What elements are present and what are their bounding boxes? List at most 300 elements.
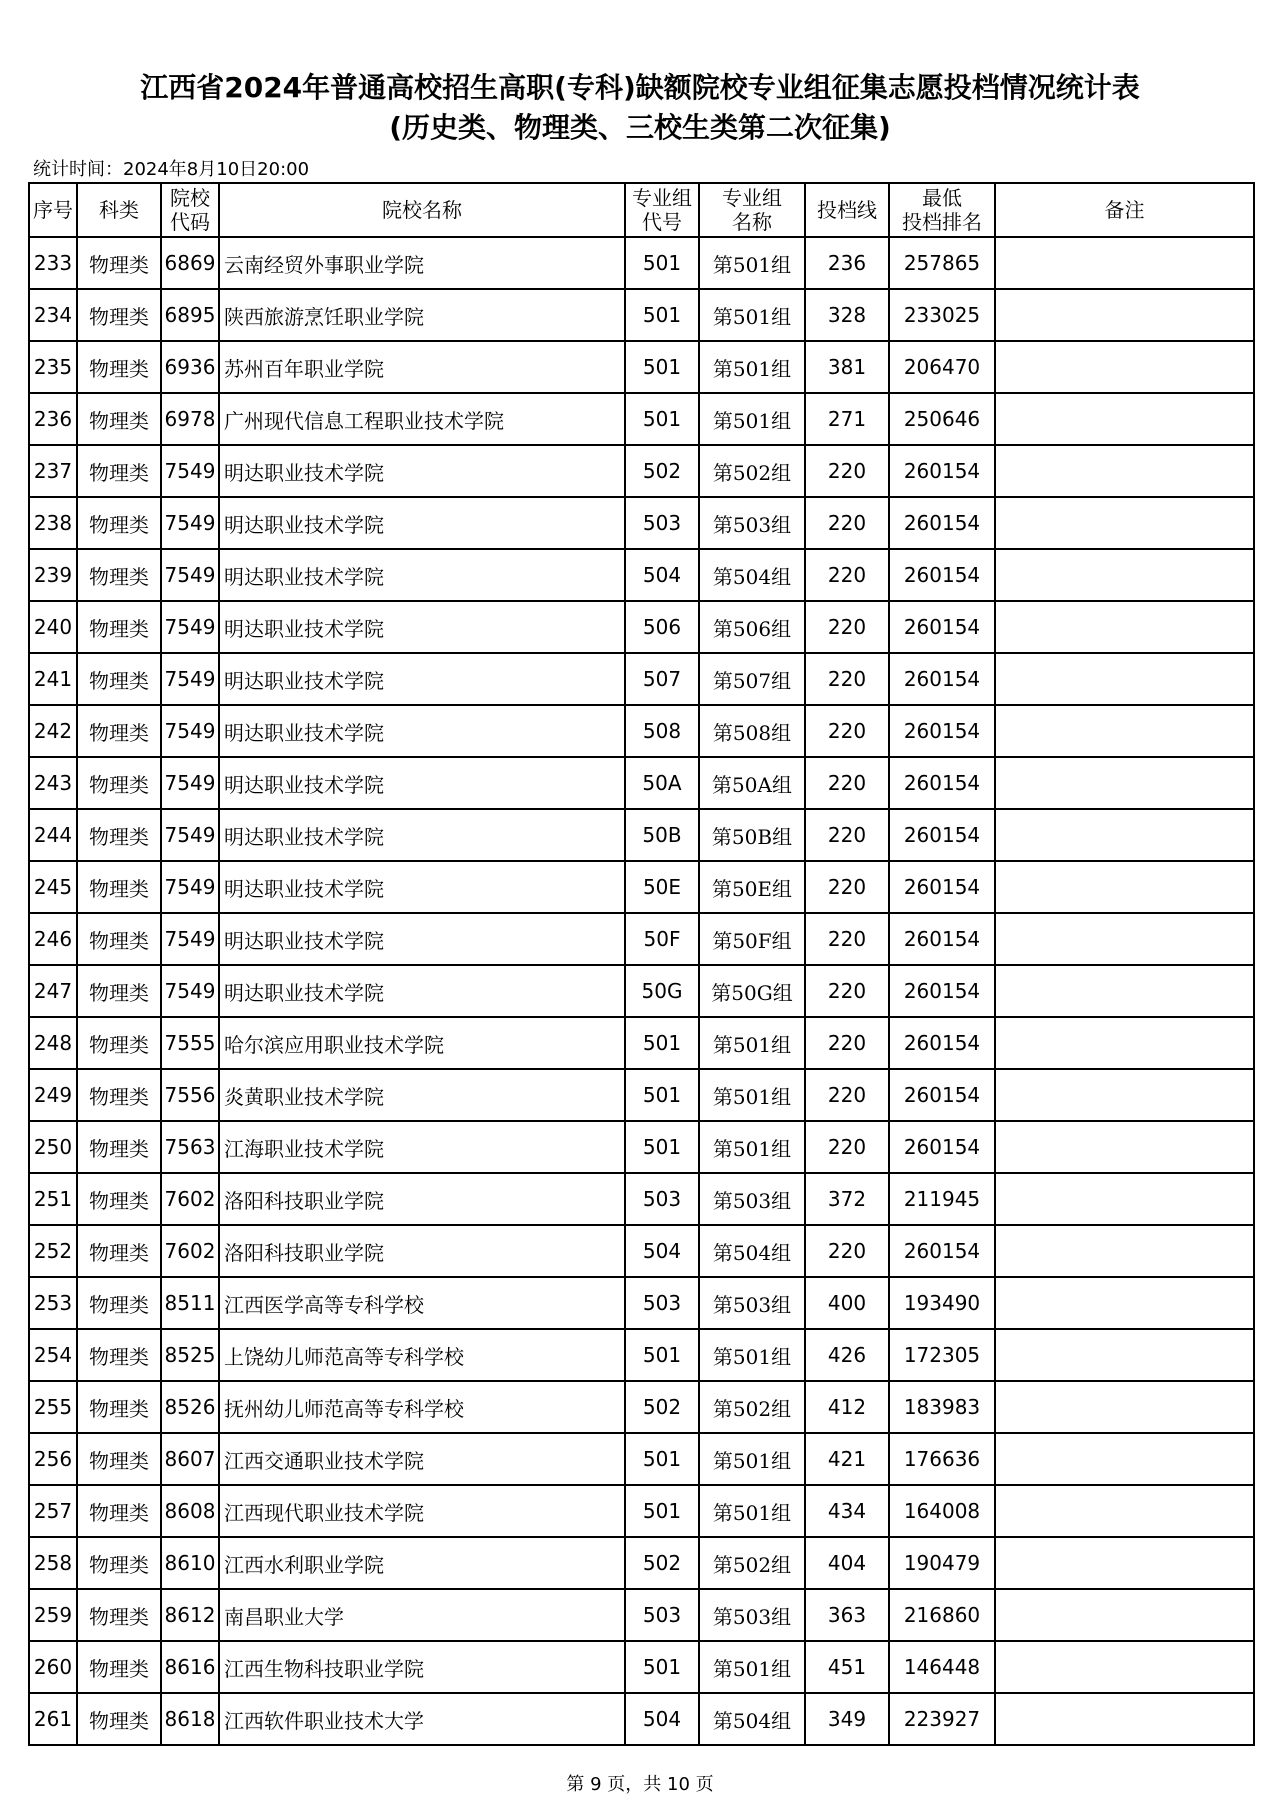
cell-name: 江西生物科技职业学院 (219, 1641, 625, 1693)
cell-code: 7549 (161, 497, 219, 549)
cell-remark (995, 1693, 1254, 1745)
cell-name: 陕西旅游烹饪职业学院 (219, 289, 625, 341)
cell-rank: 260154 (889, 653, 995, 705)
cell-remark (995, 341, 1254, 393)
cell-group-name: 第503组 (699, 1173, 805, 1225)
cell-name: 明达职业技术学院 (219, 549, 625, 601)
table-row (29, 1173, 1254, 1225)
cell-category: 物理类 (77, 809, 161, 861)
cell-name: 洛阳科技职业学院 (219, 1225, 625, 1277)
cell-group-name: 第501组 (699, 1433, 805, 1485)
cell-category: 物理类 (77, 549, 161, 601)
table-header-row (29, 183, 1254, 237)
cell-score: 220 (805, 1225, 889, 1277)
table-row (29, 497, 1254, 549)
cell-rank: 223927 (889, 1693, 995, 1745)
cell-score: 236 (805, 237, 889, 289)
header-group-name-line1: 专业组 (722, 186, 782, 210)
cell-rank: 216860 (889, 1589, 995, 1641)
cell-code: 7602 (161, 1225, 219, 1277)
header-seq: 序号 (29, 183, 77, 237)
cell-seq: 243 (29, 757, 77, 809)
cell-name: 云南经贸外事职业学院 (219, 237, 625, 289)
cell-group-name: 第50B组 (699, 809, 805, 861)
cell-code: 7549 (161, 705, 219, 757)
table-row (29, 1277, 1254, 1329)
table-row (29, 653, 1254, 705)
cell-score: 451 (805, 1641, 889, 1693)
cell-group-name: 第501组 (699, 1121, 805, 1173)
cell-group-name: 第502组 (699, 1537, 805, 1589)
cell-remark (995, 1485, 1254, 1537)
cell-remark (995, 1433, 1254, 1485)
cell-seq: 241 (29, 653, 77, 705)
cell-group-code: 501 (625, 237, 699, 289)
cell-group-code: 50G (625, 965, 699, 1017)
cell-rank: 257865 (889, 237, 995, 289)
cell-score: 426 (805, 1329, 889, 1381)
table-row (29, 237, 1254, 289)
cell-group-code: 501 (625, 289, 699, 341)
cell-remark (995, 965, 1254, 1017)
cell-score: 220 (805, 601, 889, 653)
cell-rank: 260154 (889, 1069, 995, 1121)
cell-code: 8525 (161, 1329, 219, 1381)
header-group-name (699, 183, 805, 237)
cell-category: 物理类 (77, 1277, 161, 1329)
cell-group-code: 501 (625, 341, 699, 393)
cell-score: 220 (805, 861, 889, 913)
cell-code: 7549 (161, 809, 219, 861)
cell-remark (995, 1589, 1254, 1641)
cell-score: 372 (805, 1173, 889, 1225)
cell-score: 328 (805, 289, 889, 341)
cell-seq: 239 (29, 549, 77, 601)
header-rank (889, 183, 995, 237)
cell-code: 7602 (161, 1173, 219, 1225)
cell-code: 8511 (161, 1277, 219, 1329)
cell-remark (995, 757, 1254, 809)
cell-group-name: 第502组 (699, 1381, 805, 1433)
header-group-code-line2: 代号 (642, 210, 682, 234)
table-row (29, 861, 1254, 913)
cell-rank: 164008 (889, 1485, 995, 1537)
cell-group-name: 第504组 (699, 1693, 805, 1745)
header-code-line1: 院校 (170, 186, 210, 210)
cell-code: 7549 (161, 549, 219, 601)
table-row (29, 913, 1254, 965)
cell-score: 421 (805, 1433, 889, 1485)
cell-name: 广州现代信息工程职业技术学院 (219, 393, 625, 445)
cell-name: 明达职业技术学院 (219, 601, 625, 653)
cell-group-code: 503 (625, 1277, 699, 1329)
cell-name: 江西水利职业学院 (219, 1537, 625, 1589)
cell-score: 220 (805, 965, 889, 1017)
cell-rank: 211945 (889, 1173, 995, 1225)
table-row (29, 1537, 1254, 1589)
cell-score: 363 (805, 1589, 889, 1641)
table-row (29, 965, 1254, 1017)
cell-rank: 176636 (889, 1433, 995, 1485)
cell-category: 物理类 (77, 497, 161, 549)
cell-rank: 260154 (889, 1225, 995, 1277)
cell-name: 明达职业技术学院 (219, 445, 625, 497)
cell-group-name: 第507组 (699, 653, 805, 705)
header-group-code (625, 183, 699, 237)
cell-group-code: 503 (625, 497, 699, 549)
cell-group-name: 第50A组 (699, 757, 805, 809)
cell-score: 220 (805, 809, 889, 861)
table-row (29, 445, 1254, 497)
cell-code: 7549 (161, 757, 219, 809)
cell-name: 江海职业技术学院 (219, 1121, 625, 1173)
table-body (29, 237, 1254, 1745)
cell-group-name: 第501组 (699, 1069, 805, 1121)
cell-remark (995, 1069, 1254, 1121)
cell-category: 物理类 (77, 757, 161, 809)
cell-name: 抚州幼儿师范高等专科学校 (219, 1381, 625, 1433)
cell-group-code: 502 (625, 1381, 699, 1433)
cell-name: 明达职业技术学院 (219, 653, 625, 705)
cell-category: 物理类 (77, 237, 161, 289)
cell-name: 洛阳科技职业学院 (219, 1173, 625, 1225)
cell-code: 7549 (161, 861, 219, 913)
table-row (29, 1485, 1254, 1537)
cell-seq: 244 (29, 809, 77, 861)
cell-category: 物理类 (77, 1017, 161, 1069)
cell-group-code: 50F (625, 913, 699, 965)
header-rank-line1: 最低 (922, 186, 962, 210)
header-rank-line2: 投档排名 (902, 210, 982, 234)
cell-name: 明达职业技术学院 (219, 497, 625, 549)
cell-seq: 242 (29, 705, 77, 757)
cell-group-name: 第504组 (699, 549, 805, 601)
cell-group-code: 502 (625, 1537, 699, 1589)
cell-rank: 250646 (889, 393, 995, 445)
cell-group-code: 50A (625, 757, 699, 809)
cell-group-code: 504 (625, 1225, 699, 1277)
cell-group-name: 第501组 (699, 1329, 805, 1381)
cell-score: 400 (805, 1277, 889, 1329)
cell-name: 南昌职业大学 (219, 1589, 625, 1641)
cell-score: 220 (805, 1069, 889, 1121)
table-row (29, 393, 1254, 445)
cell-seq: 257 (29, 1485, 77, 1537)
cell-category: 物理类 (77, 1381, 161, 1433)
cell-category: 物理类 (77, 1225, 161, 1277)
cell-seq: 235 (29, 341, 77, 393)
header-remark: 备注 (995, 183, 1254, 237)
cell-group-code: 506 (625, 601, 699, 653)
cell-group-name: 第501组 (699, 1485, 805, 1537)
cell-remark (995, 1121, 1254, 1173)
header-name: 院校名称 (219, 183, 625, 237)
stat-time: 统计时间：2024年8月10日20:00 (33, 159, 310, 180)
cell-name: 明达职业技术学院 (219, 757, 625, 809)
cell-seq: 259 (29, 1589, 77, 1641)
cell-remark (995, 1277, 1254, 1329)
cell-group-name: 第501组 (699, 393, 805, 445)
cell-remark (995, 1329, 1254, 1381)
cell-seq: 248 (29, 1017, 77, 1069)
cell-seq: 261 (29, 1693, 77, 1745)
cell-category: 物理类 (77, 1329, 161, 1381)
table-row (29, 1121, 1254, 1173)
cell-seq: 236 (29, 393, 77, 445)
cell-name: 江西交通职业技术学院 (219, 1433, 625, 1485)
cell-code: 6936 (161, 341, 219, 393)
cell-score: 434 (805, 1485, 889, 1537)
cell-score: 220 (805, 549, 889, 601)
cell-score: 220 (805, 1121, 889, 1173)
cell-name: 明达职业技术学院 (219, 809, 625, 861)
cell-group-code: 501 (625, 1121, 699, 1173)
cell-seq: 255 (29, 1381, 77, 1433)
cell-group-name: 第503组 (699, 497, 805, 549)
cell-category: 物理类 (77, 653, 161, 705)
cell-code: 7549 (161, 601, 219, 653)
cell-code: 8618 (161, 1693, 219, 1745)
cell-name: 上饶幼儿师范高等专科学校 (219, 1329, 625, 1381)
header-group-name-line2: 名称 (732, 210, 772, 234)
cell-seq: 240 (29, 601, 77, 653)
header-code (161, 183, 219, 237)
cell-remark (995, 497, 1254, 549)
cell-group-name: 第501组 (699, 1641, 805, 1693)
cell-seq: 260 (29, 1641, 77, 1693)
cell-score: 220 (805, 705, 889, 757)
header-category: 科类 (77, 183, 161, 237)
cell-group-name: 第502组 (699, 445, 805, 497)
cell-group-code: 501 (625, 1069, 699, 1121)
cell-category: 物理类 (77, 1537, 161, 1589)
cell-code: 8610 (161, 1537, 219, 1589)
cell-group-code: 501 (625, 1641, 699, 1693)
cell-remark (995, 393, 1254, 445)
cell-group-code: 502 (625, 445, 699, 497)
cell-rank: 193490 (889, 1277, 995, 1329)
cell-score: 220 (805, 913, 889, 965)
cell-category: 物理类 (77, 1485, 161, 1537)
cell-seq: 246 (29, 913, 77, 965)
cell-score: 271 (805, 393, 889, 445)
cell-name: 江西现代职业技术学院 (219, 1485, 625, 1537)
cell-code: 6978 (161, 393, 219, 445)
cell-category: 物理类 (77, 1433, 161, 1485)
document-subtitle: (历史类、物理类、三校生类第二次征集) (389, 111, 891, 144)
cell-remark (995, 913, 1254, 965)
cell-remark (995, 1225, 1254, 1277)
cell-code: 8616 (161, 1641, 219, 1693)
cell-seq: 253 (29, 1277, 77, 1329)
cell-seq: 254 (29, 1329, 77, 1381)
cell-rank: 260154 (889, 861, 995, 913)
cell-name: 江西软件职业技术大学 (219, 1693, 625, 1745)
cell-rank: 260154 (889, 497, 995, 549)
cell-seq: 250 (29, 1121, 77, 1173)
cell-rank: 260154 (889, 757, 995, 809)
cell-group-name: 第503组 (699, 1589, 805, 1641)
cell-rank: 260154 (889, 913, 995, 965)
cell-seq: 256 (29, 1433, 77, 1485)
cell-rank: 190479 (889, 1537, 995, 1589)
cell-seq: 258 (29, 1537, 77, 1589)
cell-name: 哈尔滨应用职业技术学院 (219, 1017, 625, 1069)
cell-rank: 260154 (889, 965, 995, 1017)
cell-category: 物理类 (77, 1121, 161, 1173)
cell-group-name: 第508组 (699, 705, 805, 757)
cell-name: 明达职业技术学院 (219, 913, 625, 965)
table-row (29, 549, 1254, 601)
cell-code: 7549 (161, 445, 219, 497)
cell-rank: 260154 (889, 705, 995, 757)
cell-score: 220 (805, 445, 889, 497)
cell-category: 物理类 (77, 861, 161, 913)
header-score: 投档线 (805, 183, 889, 237)
cell-rank: 260154 (889, 1121, 995, 1173)
cell-rank: 146448 (889, 1641, 995, 1693)
cell-remark (995, 237, 1254, 289)
admission-table (28, 182, 1255, 1746)
page-footer: 第 9 页，共 10 页 (566, 1774, 714, 1795)
table-row (29, 289, 1254, 341)
cell-group-name: 第503组 (699, 1277, 805, 1329)
cell-seq: 237 (29, 445, 77, 497)
cell-category: 物理类 (77, 341, 161, 393)
cell-name: 炎黄职业技术学院 (219, 1069, 625, 1121)
cell-rank: 260154 (889, 1017, 995, 1069)
cell-rank: 233025 (889, 289, 995, 341)
cell-remark (995, 861, 1254, 913)
cell-name: 明达职业技术学院 (219, 965, 625, 1017)
table-row (29, 341, 1254, 393)
table-row (29, 1381, 1254, 1433)
cell-remark (995, 1381, 1254, 1433)
cell-group-code: 501 (625, 1329, 699, 1381)
cell-group-code: 501 (625, 1485, 699, 1537)
cell-group-name: 第501组 (699, 237, 805, 289)
cell-name: 江西医学高等专科学校 (219, 1277, 625, 1329)
cell-remark (995, 653, 1254, 705)
cell-seq: 251 (29, 1173, 77, 1225)
cell-remark (995, 549, 1254, 601)
cell-group-code: 508 (625, 705, 699, 757)
table-row (29, 757, 1254, 809)
cell-remark (995, 705, 1254, 757)
cell-code: 8608 (161, 1485, 219, 1537)
cell-remark (995, 1641, 1254, 1693)
cell-seq: 234 (29, 289, 77, 341)
cell-score: 381 (805, 341, 889, 393)
document-title: 江西省2024年普通高校招生高职(专科)缺额院校专业组征集志愿投档情况统计表 (140, 71, 1140, 104)
cell-group-code: 507 (625, 653, 699, 705)
cell-code: 6895 (161, 289, 219, 341)
cell-name: 明达职业技术学院 (219, 861, 625, 913)
cell-remark (995, 1017, 1254, 1069)
cell-group-code: 504 (625, 549, 699, 601)
cell-remark (995, 445, 1254, 497)
cell-category: 物理类 (77, 965, 161, 1017)
cell-group-name: 第50F组 (699, 913, 805, 965)
cell-category: 物理类 (77, 289, 161, 341)
cell-score: 404 (805, 1537, 889, 1589)
table-row (29, 809, 1254, 861)
cell-group-name: 第501组 (699, 341, 805, 393)
table-row (29, 705, 1254, 757)
cell-name: 苏州百年职业学院 (219, 341, 625, 393)
cell-rank: 260154 (889, 809, 995, 861)
cell-category: 物理类 (77, 1693, 161, 1745)
cell-name: 明达职业技术学院 (219, 705, 625, 757)
cell-group-code: 503 (625, 1589, 699, 1641)
cell-score: 349 (805, 1693, 889, 1745)
cell-seq: 249 (29, 1069, 77, 1121)
header-group-code-line1: 专业组 (632, 186, 692, 210)
cell-seq: 252 (29, 1225, 77, 1277)
cell-code: 8612 (161, 1589, 219, 1641)
cell-rank: 172305 (889, 1329, 995, 1381)
cell-category: 物理类 (77, 445, 161, 497)
cell-group-name: 第504组 (699, 1225, 805, 1277)
cell-remark (995, 289, 1254, 341)
cell-category: 物理类 (77, 1069, 161, 1121)
cell-code: 7549 (161, 965, 219, 1017)
cell-group-name: 第50E组 (699, 861, 805, 913)
table-row (29, 1017, 1254, 1069)
cell-seq: 238 (29, 497, 77, 549)
cell-score: 220 (805, 1017, 889, 1069)
cell-group-code: 50B (625, 809, 699, 861)
table-row (29, 1329, 1254, 1381)
cell-code: 8607 (161, 1433, 219, 1485)
cell-rank: 260154 (889, 601, 995, 653)
cell-seq: 247 (29, 965, 77, 1017)
table-row (29, 1433, 1254, 1485)
table-row (29, 1069, 1254, 1121)
cell-code: 7556 (161, 1069, 219, 1121)
cell-seq: 233 (29, 237, 77, 289)
cell-code: 7549 (161, 653, 219, 705)
cell-category: 物理类 (77, 705, 161, 757)
table-row (29, 1641, 1254, 1693)
cell-group-code: 501 (625, 1433, 699, 1485)
cell-code: 7563 (161, 1121, 219, 1173)
cell-rank: 183983 (889, 1381, 995, 1433)
cell-rank: 206470 (889, 341, 995, 393)
cell-group-name: 第501组 (699, 289, 805, 341)
cell-group-code: 501 (625, 1017, 699, 1069)
cell-score: 220 (805, 497, 889, 549)
cell-category: 物理类 (77, 1641, 161, 1693)
cell-remark (995, 809, 1254, 861)
cell-rank: 260154 (889, 549, 995, 601)
cell-rank: 260154 (889, 445, 995, 497)
cell-code: 7555 (161, 1017, 219, 1069)
cell-category: 物理类 (77, 393, 161, 445)
table-row (29, 601, 1254, 653)
cell-code: 8526 (161, 1381, 219, 1433)
cell-code: 6869 (161, 237, 219, 289)
cell-code: 7549 (161, 913, 219, 965)
cell-group-code: 50E (625, 861, 699, 913)
cell-score: 412 (805, 1381, 889, 1433)
cell-category: 物理类 (77, 1173, 161, 1225)
cell-remark (995, 1537, 1254, 1589)
cell-group-code: 504 (625, 1693, 699, 1745)
cell-category: 物理类 (77, 913, 161, 965)
table-row (29, 1693, 1254, 1745)
cell-category: 物理类 (77, 601, 161, 653)
